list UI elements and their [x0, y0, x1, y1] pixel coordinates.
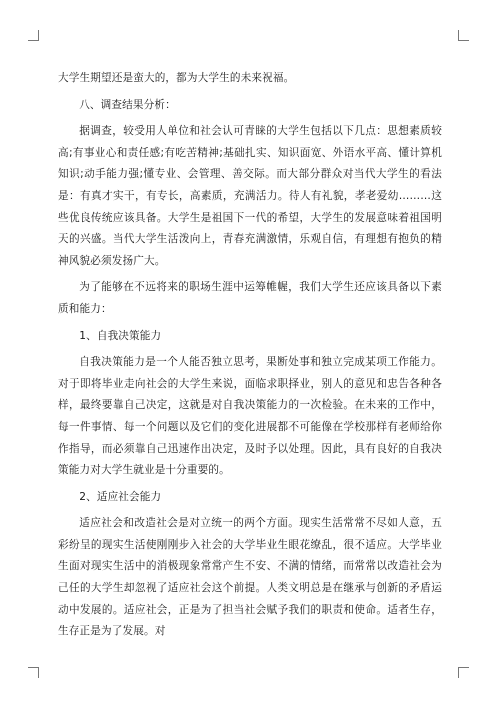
paragraph-self-decision: 自我决策能力是一个人能否独立思考，果断处事和独立完成某项工作能力。对于即将毕业走向社会的大学生来说，面临求职择业，别人的意见和忠告各种各样，最终要靠自己决定，这就是对自我决策能力的一次检验。在未来的工作中，每一件事情、每一个问题以及它们的变化进展都不可能像在学校那样有老师给你作指导，而必须靠自己迅速作出决定，及时予以处理。因此，具有良好的自我决策能力对大学生就业是十分重要的。 [58, 356, 442, 477]
crop-mark-bottom-left [28, 667, 39, 678]
paragraph-social-adaptation: 适应社会和改造社会是对立统一的两个方面。现实生活常常不尽如人意，五彩纷呈的现实生活使刚刚步入社会的大学毕业生眼花缭乱，很不适应。大学毕业生面对现实生活中的消极现象常常产生不安、不满的情绪，而常常以改造社会为己任的大学生却忽视了适应社会这个前提。人类文明总是在继承与创新的矛盾运动中发展的。适应社会，正是为了担当社会赋予我们的职责和使命。适者生存，生存正是为了发展。对 [58, 517, 442, 638]
paragraph-required-qualities: 为了能够在不远将来的职场生涯中运筹帷幄，我们大学生还应该具备以下素质和能力： [58, 281, 442, 315]
crop-mark-top-right [458, 30, 469, 41]
section-heading-survey-analysis: 八、调查结果分析： [79, 98, 176, 111]
crop-mark-bottom-right [458, 667, 469, 678]
crop-mark-top-left [28, 30, 39, 41]
subheading-self-decision: 1、自我决策能力 [79, 329, 162, 342]
paragraph-closing-line: 大学生期望还是蛮大的，都为大学生的未来祝福。 [58, 72, 295, 84]
document-body [58, 68, 442, 648]
paragraph-survey-findings: 据调查，较受用人单位和社会认可青睐的大学生包括以下几点：思想素质较高;有事业心和责任感;有吃苦精神;基础扎实、知识面宽、外语水平高、懂计算机知识;动手能力强;懂专业、会管理、善交际。而大部分群众对当代大学生的看法是：有真才实干，有专长，高素质，充满活力。待人有礼貌，孝老爱幼………这些优良传统应该具备。大学生是祖国下一代的希望，大学生的发展意味着祖国明天的兴盛。当代大学生活泼向上，青春充满激情，乐观自信，有理想有抱负的精神风貌必须发扬广大。 [58, 125, 442, 267]
subheading-social-adaptation: 2、适应社会能力 [79, 490, 162, 503]
